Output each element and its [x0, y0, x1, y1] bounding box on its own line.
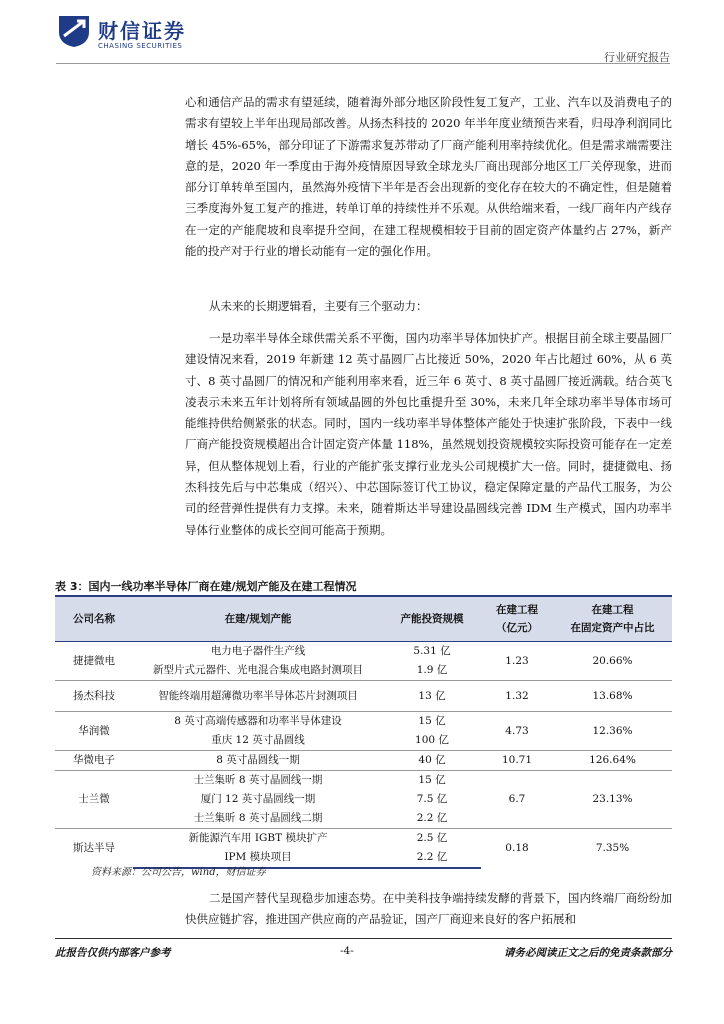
- table-row: [55, 751, 672, 771]
- footer-disclaimer-right: 请务必阅读正文之后的免责条款部分: [504, 947, 672, 959]
- project-cell: 新型片式元器件、光电混合集成电路封测项目: [133, 661, 383, 681]
- header-capacity: 在建/规划产能: [133, 596, 383, 642]
- page-number: -4-: [340, 945, 354, 957]
- table-caption: 表 3：国内一线功率半导体厂商在建/规划产能及在建工程情况: [55, 580, 357, 593]
- cip-cell: 10.71: [481, 751, 553, 771]
- cip-cell: 1.32: [481, 681, 553, 712]
- ratio-cell: 20.66%: [553, 642, 672, 681]
- footer-disclaimer-left: 此报告仅供内部客户参考: [55, 947, 171, 959]
- header-investment: 产能投资规模: [383, 596, 481, 642]
- table-row: [55, 829, 672, 849]
- project-cell: 士兰集昕 8 英寸晶圆线二期: [133, 809, 383, 829]
- header-cip-line2: （亿元）: [496, 622, 538, 634]
- logo-chinese-name: 财信证券: [98, 19, 186, 43]
- company-cell: 士兰微: [55, 771, 133, 829]
- company-cell: 斯达半导: [73, 842, 115, 854]
- investment-cell: 15 亿: [418, 774, 446, 786]
- project-cell: 智能终端用超薄微功率半导体芯片封测项目: [133, 681, 383, 712]
- investment-cell: 1.9 亿: [383, 661, 481, 681]
- table-source-note: 资料来源：公司公告，wind，财信证券: [91, 867, 266, 878]
- header-divider: [56, 63, 670, 64]
- investment-cell: 13 亿: [383, 681, 481, 712]
- paragraph-driver-one: 一是功率半导体全球供需关系不平衡，国内功率半导体加快扩产。根据目前全球主要晶圆厂建设情况来看，2019 年新建 12 英寸晶圆厂占比接近 50%，2020 年占比超过 60%，从 6 英寸、8 英寸晶圆厂的情况和产能利用率来看，近三年 6 英寸、8 英寸晶圆厂接近满载。结合英飞凌表示未来五年计划将所有领域晶圆的外包比重提升至 30%，未来几年全球功率半导体市场可能维持供给侧紧张的状态。同时，国内一线功率半导体整体产能处于快速扩张阶段，下表中一线厂商产能投资规模超出合计固定资产体量 118%，虽然规划投资规模较实际投资可能存在一定差异，但从整体规划上看，行业的产能扩张支撑行业龙头公司规模扩大一倍。同时，捷捷微电、扬杰科技先后与中芯集成（绍兴）、中芯国际签订代工协议，稳定保障定量的产品代工服务，为公司的经营弹性提供有力支撑。未来，随着斯达半导建设晶圆线完善 IDM 生产模式，国内功率半导体行业整体的成长空间可能高于预期。: [185, 331, 672, 537]
- header-ratio-line1: 在建工程: [591, 604, 634, 616]
- table-row: [55, 642, 672, 662]
- project-cell: 电力电子器件生产线: [210, 645, 306, 657]
- investment-cell: 2.2 亿: [383, 848, 481, 868]
- investment-cell: 40 亿: [383, 751, 481, 771]
- header-cip: [481, 596, 553, 642]
- footer-divider: [55, 938, 672, 939]
- ratio-cell: 7.35%: [595, 842, 630, 854]
- project-cell: 新能源汽车用 IGBT 模块扩产: [188, 832, 328, 844]
- paragraph-demand-supply: 心和通信产品的需求有望延续，随着海外部分地区阶段性复工复产，工业、汽车以及消费电子的需求有望较上半年出现局部改善。从扬杰科技的 2020 年半年度业绩预告来看，归母净利润同比增长 45%-65%，部分印证了下游需求复苏带动了厂商产能利用率持续优化。但是需求端需要注意的是，2020 年一季度由于海外疫情原因导致全球龙头厂商出现部分地区工厂关停现象，进而部分订单转单至国内，虽然海外疫情下半年是否会出现新的变化存在较大的不确定性，但是随着三季度海外复工复产的推进，转单订单的持续性并不乐观。从供给端来看，一线厂商年内产线存在一定的产能爬坡和良率提升空间，在建工程规模相较于目前的固定资产体量约占 27%，新产能的投产对于行业的增长动能有一定的强化作用。: [185, 95, 672, 259]
- paragraph-long-term-drivers: 从未来的长期逻辑看，主要有三个驱动力：: [209, 299, 428, 313]
- ratio-cell: 23.13%: [553, 771, 672, 829]
- capacity-table: [55, 595, 672, 869]
- table-row: [55, 681, 672, 712]
- company-cell: 华微电子: [55, 751, 133, 771]
- header-company: 公司名称: [55, 596, 133, 642]
- header-ratio-line2: 在固定资产中占比: [570, 622, 655, 634]
- header-ratio: [553, 596, 672, 642]
- paragraph-driver-two: 二是国产替代呈现稳步加速态势。在中美科技争端持续发酵的背景下，国内终端厂商纷纷加快供应链扩容，推进国产供应商的产品验证，国产厂商迎来良好的客户拓展和: [185, 891, 672, 927]
- cip-cell: 1.23: [481, 642, 553, 681]
- project-cell: 重庆 12 英寸晶圆线: [133, 731, 383, 751]
- header-cip-line1: 在建工程: [496, 604, 538, 616]
- company-cell: 捷捷微电: [55, 642, 133, 681]
- chasing-securities-logo-icon: [56, 12, 92, 48]
- company-cell: 扬杰科技: [55, 681, 133, 712]
- project-cell: 8 英寸晶圆线一期: [133, 751, 383, 771]
- investment-cell: 2.2 亿: [383, 809, 481, 829]
- table-row: [55, 771, 672, 791]
- investment-cell: 15 亿: [418, 715, 446, 727]
- table-header-row: [55, 596, 672, 642]
- logo-english-name: CHASING SECURITIES: [98, 42, 183, 50]
- ratio-cell: 12.36%: [553, 712, 672, 751]
- report-type-label: 行业研究报告: [604, 51, 670, 64]
- investment-cell: 100 亿: [383, 731, 481, 751]
- project-cell: 厦门 12 英寸晶圆线一期: [200, 793, 316, 805]
- company-cell: 华润微: [55, 712, 133, 751]
- investment-cell: 7.5 亿: [416, 793, 448, 805]
- ratio-cell: 13.68%: [553, 681, 672, 712]
- cip-cell: 0.18: [505, 842, 529, 854]
- investment-cell: 2.5 亿: [416, 832, 448, 844]
- table-row: [55, 712, 672, 732]
- cip-cell: 4.73: [481, 712, 553, 751]
- project-cell: 8 英寸高端传感器和功率半导体建设: [174, 715, 342, 727]
- cip-cell: 6.7: [481, 771, 553, 829]
- ratio-cell: 126.64%: [553, 751, 672, 771]
- investment-cell: 5.31 亿: [413, 645, 451, 657]
- project-cell: 士兰集昕 8 英寸晶圆线一期: [193, 774, 323, 786]
- project-cell: IPM 模块项目: [133, 848, 383, 868]
